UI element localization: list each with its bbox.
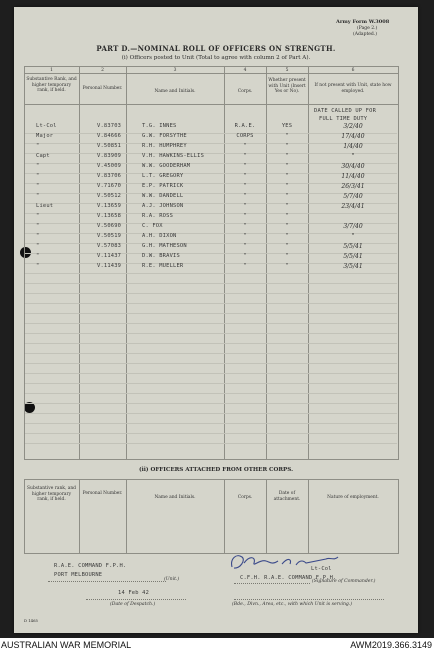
header-corps: Corps. <box>237 89 253 94</box>
cell-present: " <box>285 193 289 199</box>
cell-name: V.H. HAWKINS-ELLIS <box>142 153 205 159</box>
despatch-date-label: (Date of Despatch.) <box>110 602 156 607</box>
cell-rank: " <box>36 243 40 249</box>
cell-number: V.11439 <box>97 263 122 269</box>
cell-number: V.50851 <box>97 143 122 149</box>
archive-footer <box>0 638 434 653</box>
cell-number: V.71670 <box>97 183 122 189</box>
t2-header-nature: Nature of employment. <box>327 495 379 500</box>
header-rank: Substantive Rank, and higher temporary rank, if held. <box>26 77 77 93</box>
section-ii-title: (ii) OFFICERS ATTACHED FROM OTHER CORPS. <box>138 467 294 473</box>
cell-corps: " <box>243 153 247 159</box>
cell-employed: 3/2/40 <box>343 123 363 130</box>
cell-name: R.A. ROSS <box>142 213 174 219</box>
cell-rank: Major <box>36 133 54 139</box>
cell-name: E.P. PATRICK <box>142 183 184 189</box>
header-name: Name and Initials. <box>154 89 196 94</box>
col6-note-line1: DATE CALLED UP FOR <box>314 108 377 114</box>
cell-present: YES <box>281 123 293 129</box>
cell-number: V.11437 <box>97 253 122 259</box>
cell-number: V.50519 <box>97 233 122 239</box>
cell-present: " <box>285 203 289 209</box>
col-number-1: 1 <box>50 68 53 73</box>
cell-number: V.13659 <box>97 203 122 209</box>
cell-corps: " <box>243 203 247 209</box>
t2-header-name: Name and Initials. <box>154 495 196 500</box>
col-number-4: 4 <box>243 68 247 73</box>
cell-name: G.H. MATHESON <box>142 243 187 249</box>
cell-rank: Lieut <box>36 203 54 209</box>
cell-name: D.W. BRAVIS <box>142 253 180 259</box>
cell-rank: " <box>36 173 40 179</box>
form-number: Army Form W.3008 <box>336 19 390 25</box>
cell-employed: 5/7/40 <box>343 193 363 200</box>
section-i-title: (i) Officers posted to Unit (Total to agree with column 2 of Part A). <box>121 55 311 61</box>
cell-name: A.H. DIXON <box>142 233 177 239</box>
cell-corps: " <box>243 233 247 239</box>
cell-name: T.G. INNES <box>142 123 177 129</box>
cell-rank: " <box>36 193 40 199</box>
cell-employed: 5/5/41 <box>343 243 363 250</box>
cell-number: V.50690 <box>97 223 122 229</box>
cell-rank: Lt-Col <box>36 123 57 129</box>
cell-name: G.W. FORSYTHE <box>142 133 187 139</box>
archive-name: AUSTRALIAN WAR MEMORIAL <box>1 640 132 650</box>
cell-employed: 17/4/40 <box>341 133 365 140</box>
cell-employed: 3/5/41 <box>343 263 363 270</box>
cell-name: W.W. GOODERHAM <box>142 163 191 169</box>
cell-corps: R.A.E. <box>234 123 256 129</box>
cell-corps: " <box>243 183 247 189</box>
print-code: D 1465 <box>24 618 38 623</box>
form-adapted: (Adapted.) <box>353 32 377 37</box>
cell-rank: " <box>36 143 40 149</box>
cell-corps: " <box>243 213 247 219</box>
cell-employed: 3/7/40 <box>343 223 363 230</box>
cell-corps: " <box>243 163 247 169</box>
cell-corps: " <box>243 253 247 259</box>
despatch-date: 14 Feb 42 <box>118 590 150 596</box>
cell-present: " <box>285 143 289 149</box>
header-employed: If not present with Unit, state how employed. <box>314 83 392 94</box>
header-present: Whether present with Unit (Insert Yes or No). <box>268 78 306 94</box>
cell-rank: " <box>36 253 40 259</box>
cell-rank: Capt <box>36 153 50 159</box>
cell-employed: " <box>351 233 355 240</box>
cell-rank: " <box>36 233 40 239</box>
cell-corps: CORPS <box>236 133 254 139</box>
location-label: (Bde., Divn., Area, etc., with which Unit is serving.) <box>232 602 353 607</box>
army-form-page <box>14 7 418 633</box>
cell-present: " <box>285 133 289 139</box>
cell-present: " <box>285 253 289 259</box>
cell-corps: " <box>243 243 247 249</box>
cell-present: " <box>285 223 289 229</box>
t2-header-corps: Corps. <box>237 495 253 500</box>
col-number-6: 6 <box>351 68 355 73</box>
unit-line2: PORT MELBOURNE <box>54 572 103 578</box>
cell-employed: " <box>351 153 355 160</box>
cell-corps: " <box>243 143 247 149</box>
cell-name: A.J. JOHNSON <box>142 203 184 209</box>
cell-rank: " <box>36 223 40 229</box>
col-number-2: 2 <box>101 68 104 73</box>
cell-employed: 30/4/40 <box>341 163 365 170</box>
cell-present: " <box>285 263 289 269</box>
commander-unit: C.F.H. R.A.E. COMMAND F.P.H. <box>240 575 337 581</box>
cell-number: V.50512 <box>97 193 122 199</box>
t2-header-date: Date of attachment. <box>273 491 301 502</box>
part-title: PART D.—NOMINAL ROLL OF OFFICERS ON STRENGTH. <box>96 44 336 53</box>
cell-name: W.W. DANDELL <box>142 193 184 199</box>
cell-name: R.E. MUELLER <box>142 263 184 269</box>
cell-number: V.45009 <box>97 163 122 169</box>
archive-reference: AWM2019.366.3149 <box>350 640 432 650</box>
cell-number: V.83706 <box>97 173 122 179</box>
cell-present: " <box>285 163 289 169</box>
cell-number: V.83909 <box>97 153 122 159</box>
cell-rank: " <box>36 163 40 169</box>
header-personal-number: Personal Number. <box>82 86 123 91</box>
unit-label: (Unit.) <box>164 577 180 582</box>
cell-present: " <box>285 173 289 179</box>
cell-corps: " <box>243 263 247 269</box>
commander-label: (Signature of Commander.) <box>312 579 376 584</box>
cell-corps: " <box>243 193 247 199</box>
col-number-3: 3 <box>173 68 177 73</box>
form-page: (Page 2.) <box>357 26 378 31</box>
cell-number: V.13658 <box>97 213 122 219</box>
cell-present: " <box>285 233 289 239</box>
cell-employed: 26/3/41 <box>341 183 365 190</box>
cell-name: L.T. GREGORY <box>142 173 184 179</box>
t2-header-number: Personal Number. <box>82 491 123 496</box>
cell-employed: 11/4/40 <box>341 173 365 180</box>
col-number-5: 5 <box>285 68 289 73</box>
t2-header-rank: Substantive rank, and higher temporary rank, if held. <box>26 486 76 502</box>
cell-corps: " <box>243 223 247 229</box>
cell-present: " <box>285 153 289 159</box>
cell-name: C. FOX <box>142 223 163 229</box>
cell-rank: " <box>36 183 40 189</box>
unit-line1: R.A.E. COMMAND F.P.H. <box>54 563 127 569</box>
cell-name: R.H. HUMPHREY <box>142 143 187 149</box>
cell-employed: 23/4/41 <box>341 203 365 210</box>
cell-number: V.84666 <box>97 133 122 139</box>
cell-present: " <box>285 243 289 249</box>
cell-employed: 1/4/40 <box>343 143 363 150</box>
cell-present: " <box>285 213 289 219</box>
cell-number: V.57083 <box>97 243 122 249</box>
cell-employed: 5/5/41 <box>343 253 363 260</box>
commander-signature <box>226 549 356 575</box>
cell-corps: " <box>243 173 247 179</box>
cell-rank: " <box>36 213 40 219</box>
cell-rank: " <box>36 263 40 269</box>
commander-rank: Lt-Col <box>311 566 332 572</box>
cell-present: " <box>285 183 289 189</box>
cell-number: V.83703 <box>97 123 122 129</box>
col6-note-line2: FULL TIME DUTY <box>319 116 368 122</box>
